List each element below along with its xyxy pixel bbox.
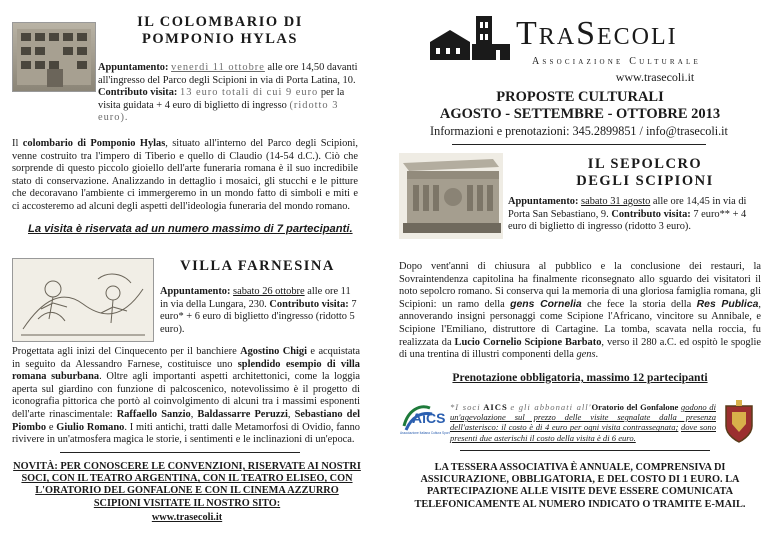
sepolcro-appt-date: sabato 31 agosto <box>581 196 651 207</box>
farnesina-fee-text: 7 euro* + 6 euro di biglietto d'ingresso (ridotto 5 euro). <box>160 298 357 335</box>
colombario-fee-b: per la visita guidata + 4 euro di biglietto di ingresso <box>98 87 345 111</box>
novita-text: NOVITÀ: PER CONOSCERE LE CONVENZIONI, RISERVATE AI NOSTRI SOCI, CON IL TEATRO ARGENTINA, CON IL TEATRO ELISEO, CON L'ORATORIO DEL GONFALONE E CON IL CINEMA AZZURRO SCIPIONI VISITATE IL NOSTRO SITO: <box>13 461 361 509</box>
colombario-appt-label: Appuntamento: <box>98 62 169 73</box>
colombario-description <box>12 138 358 214</box>
farnesina-desc-segment: splendido esempio di villa romana suburbana <box>12 358 360 383</box>
farnesina-desc-segment: Raffaello Sanzio <box>116 408 191 420</box>
colombario-desc-pre: Il <box>12 138 19 149</box>
sepolcro-desc-segment: . <box>595 349 599 361</box>
colombario-desc-rest: , situato all'interno del Parco degli Scipioni, venne costruito tra l'impero di Tiberio e quello di Claudio (14-54 d.C.). Ciò che sorprende di questo piccolo gioiello dell'arte funeraria romana è il suo incredibile stato di conservazione. Analizzando in dettaglio i mosaici, gli stucchi e le pitture che decoravano l'ambiente ci immergeremo in un mondo fatto di simboli e miti e ci accosteremo ad alcuni degli aspetti dell'ideologia funeraria del mondo romano. <box>12 138 358 212</box>
farnesina-desc-segment: Sebastiano del Piombo <box>12 408 360 433</box>
divider-2 <box>460 450 710 451</box>
header-title-1: PROPOSTE CULTURALI <box>496 89 664 105</box>
sepolcro-appt-label: Appuntamento: <box>508 196 579 207</box>
divider <box>60 452 300 453</box>
novita-url[interactable]: www.trasecoli.it <box>151 512 223 523</box>
farnesina-title: VILLA FARNESINA <box>180 258 335 274</box>
colombario-fee-label: Contributo visita: <box>98 87 178 99</box>
sepolcro-desc-segment: Res Publica <box>696 298 759 310</box>
farnesina-desc-segment: , <box>190 408 198 420</box>
farnesina-appt-rest: alle ore 11 in via della Lungara, 230. <box>160 286 351 310</box>
farnesina-desc-segment: Progettata agli inizi del Cinquecento per il banchiere <box>12 346 241 357</box>
sepolcro-appt-rest: alle ore 14,45 in via di Porta San Sebastiano, 9. <box>508 196 747 220</box>
aics-line2: godono di un'agevolazione sul prezzo delle visite segnalate dalla presenza dell'asterisco: il costo è di 4 euro per ogni visita contrassegnata; <box>450 402 716 433</box>
header-divider <box>452 144 706 145</box>
colombario-appointment <box>98 62 358 125</box>
colombario-notice: La visita è riservata ad un numero massimo di 7 partecipanti. <box>28 223 353 235</box>
farnesina-desc-segment: Agostino Chigi <box>240 346 308 357</box>
colombario-photo-art <box>13 23 95 91</box>
farnesina-desc-segment: . Oltre agli importanti aspetti architettonici, come la loggia aperta sul giardino con funzione di palcoscenico, notevolissimo è il progetto di iconografia pittorica che portò al coinvolgimento di alcuni tra i massimi esponenti dell'arte rinascimentale: <box>12 371 361 420</box>
aics-line1-d: Oratorio del Gonfalone <box>591 402 679 412</box>
sepolcro-desc-segment: gens Cornelia <box>510 298 582 310</box>
farnesina-desc-segment: Giulio Romano <box>56 421 125 433</box>
gonfalone-crest-icon <box>722 400 756 444</box>
farnesina-fee-label: Contributo visita: <box>269 298 349 310</box>
sepolcro-desc-segment: che fece la storia della <box>581 298 697 310</box>
farnesina-appointment <box>160 286 360 336</box>
aics-line1-a: *I soci <box>450 402 481 412</box>
sepolcro-desc-segment: Lucio Cornelio Scipione Barbato <box>454 336 602 348</box>
farnesina-desc-segment: , <box>287 408 295 420</box>
farnesina-desc-segment: Baldassarre Peruzzi <box>197 408 288 420</box>
aics-line1-b: AICS <box>483 402 508 412</box>
aics-line3: dove sono presenti due asterischi il costo della visita è di 6 euro. <box>450 422 716 443</box>
farnesina-desc-segment: e <box>46 421 57 433</box>
sarcophagus-art <box>399 153 503 239</box>
sepolcro-title-line2: DEGLI SCIPIONI <box>576 173 714 189</box>
crest-icon <box>722 400 756 444</box>
aics-logo <box>400 400 450 440</box>
sepolcro-booking: Prenotazione obbligatoria, massimo 12 partecipanti <box>452 371 708 384</box>
sepolcro-title-line1: IL SEPOLCRO <box>587 156 703 172</box>
trasecoli-logo-icon <box>428 14 512 60</box>
brand-subtitle: Associazione Culturale <box>532 56 701 67</box>
farnesina-appt-label: Appuntamento: <box>160 286 231 297</box>
header-info: Informazioni e prenotazioni: 345.2899851 / info@trasecoli.it <box>430 124 728 138</box>
farnesina-fresco-art <box>13 259 153 341</box>
sepolcro-fee-text: 7 euro** + 4 euro di biglietto di ingresso (ridotto 3 euro). <box>508 208 747 233</box>
colombario-desc-name: colombario di Pomponio Hylas <box>22 138 166 149</box>
farnesina-desc-segment: e acquistata in seguito da Alessandro Farnese, costituisce uno <box>12 346 360 370</box>
farnesina-desc-segment: . I miti antichi, tratti dalle Metamorfosi di Ovidio, fanno rivivere in un'atmosfera magica le storie, i sentimenti e le inclinazioni di un'epoca. <box>12 421 360 446</box>
tessera-text: LA TESSERA ASSOCIATIVA È ANNUALE, COMPRENSIVA DI ASSICURAZIONE, OBBLIGATORIA, E DEL COSTO DI 1 EURO. LA PARTECIPAZIONE ALLE VISITE DEVE ESSERE COMUNICATA TELEFONICAMENTE AL NUMERO INDICATO O TRAMITE E-MAIL. <box>414 462 746 510</box>
farnesina-appt-date: sabato 26 ottobre <box>233 286 305 297</box>
colombario-appt-rest: alle ore 14,50 davanti all'ingresso del Parco degli Scipioni in via di Porta Latina, 10. <box>98 62 358 86</box>
sepolcro-desc-segment: gens <box>576 349 596 361</box>
colombario-appt-date: venerdì 11 ottobre <box>171 62 265 73</box>
brand-name: TraSecoli <box>516 15 678 52</box>
sepolcro-fee-label: Contributo visita: <box>611 208 691 220</box>
sepolcro-appointment <box>508 196 760 234</box>
header-url[interactable]: www.trasecoli.it <box>615 70 695 84</box>
aics-text <box>450 402 716 443</box>
colombario-title-line2: POMPONIO HYLAS <box>142 31 298 47</box>
aics-line1-c: e gli abbonati all' <box>510 402 592 412</box>
sepolcro-desc-segment: Dopo vent'anni di chiusura al pubblico e la conclusione dei restauri, la Sovraintendenza capitolina ha finalmente riconsegnato allo sguardo dei visitatori il noto sepolcro romano. Si conserva qui la memoria di una gloriosa famiglia romana, gli Scipioni: un ramo della <box>399 261 761 310</box>
sepolcro-desc-segment: , verso il 280 a.C. ed ospitò le spoglie di una trentina di illustri componenti della <box>399 336 762 361</box>
farnesina-fresco <box>12 258 154 342</box>
aics-logo-text: AiCS <box>412 410 446 426</box>
sepolcro-description <box>399 261 761 362</box>
header-title-2: AGOSTO - SETTEMBRE - OTTOBRE 2013 <box>439 106 721 122</box>
building-icon <box>428 14 512 60</box>
colombario-photo <box>12 22 96 92</box>
sepolcro-desc-segment: , annoverando insigni personaggi come Scipione l'Africano, vincitore su Annibale, e Scipione l'Emiliano, distruttore di Cartagine. La tomba, scavata nella roccia, fu realizzata da <box>399 298 761 348</box>
farnesina-description <box>12 346 360 447</box>
aics-logo-subtitle: Associazione Italiana Cultura Sport <box>400 431 450 435</box>
sepolcro-sarcophagus-photo <box>399 153 503 239</box>
colombario-fee-c: (ridotto 3 euro). <box>98 99 339 124</box>
colombario-title-line1: IL COLOMBARIO DI <box>137 14 303 30</box>
colombario-fee-a: 13 euro totali di cui 9 euro <box>180 87 319 99</box>
